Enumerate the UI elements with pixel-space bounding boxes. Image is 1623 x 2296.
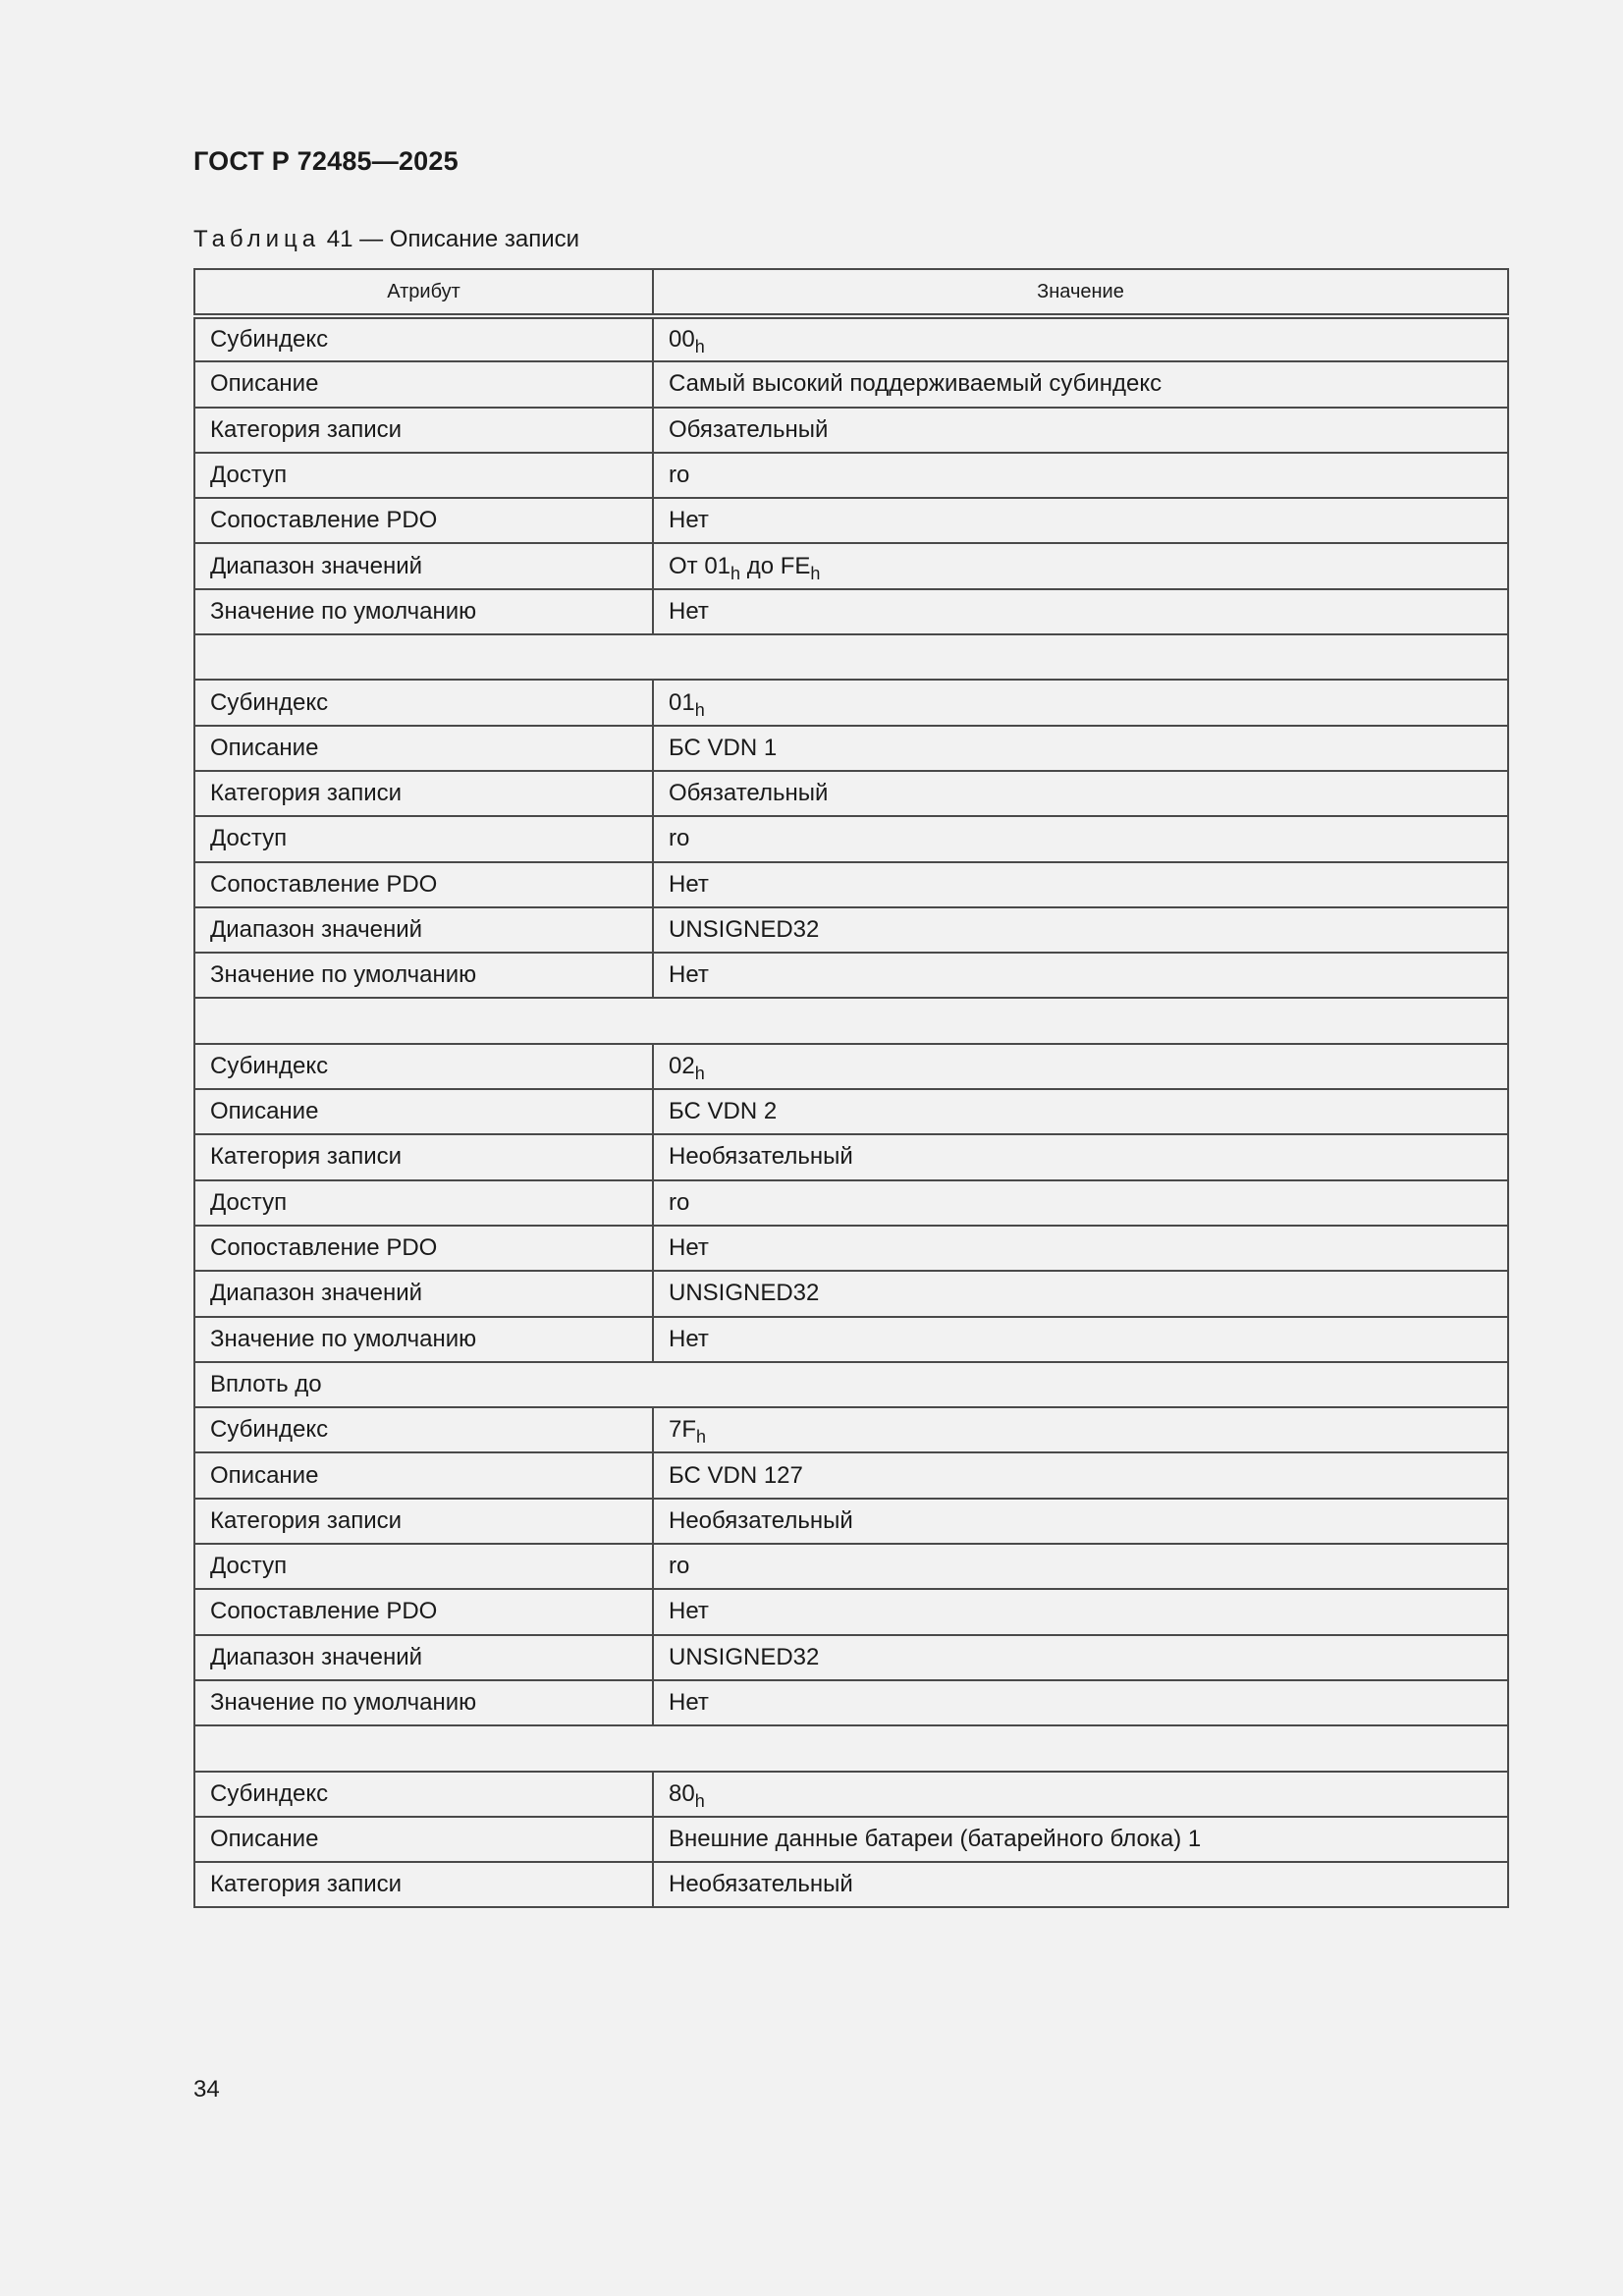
table-row: [194, 1635, 1508, 1680]
value-cell: [653, 1407, 1508, 1452]
attribute-cell: Описание: [194, 1089, 653, 1134]
table-row: [194, 589, 1508, 634]
value-cell: [653, 1134, 1508, 1179]
value-text: Нет: [669, 597, 709, 625]
value-text: БС VDN 127: [669, 1461, 803, 1489]
attribute-cell: Значение по умолчанию: [194, 1680, 653, 1725]
attribute-cell: Субиндекс: [194, 680, 653, 725]
attribute-cell: Доступ: [194, 453, 653, 498]
value-text: От 01: [669, 552, 731, 579]
table-row: [194, 1452, 1508, 1498]
table-row: [194, 1817, 1508, 1862]
value-text: UNSIGNED32: [669, 1280, 820, 1307]
table-caption-word: Таблица: [193, 226, 321, 252]
attribute-cell: Описание: [194, 1817, 653, 1862]
document-header: ГОСТ Р 72485—2025: [193, 146, 459, 176]
value-cell: [653, 1635, 1508, 1680]
table-row: [194, 816, 1508, 861]
value-text: Нет: [669, 870, 709, 898]
value-cell: [653, 771, 1508, 816]
table-body: [194, 316, 1508, 1907]
attribute-cell: Значение по умолчанию: [194, 589, 653, 634]
table-row: [194, 316, 1508, 361]
table-row: [194, 408, 1508, 453]
table-separator-row: [194, 634, 1508, 680]
value-subscript: h: [696, 1427, 707, 1448]
table-row: [194, 1680, 1508, 1725]
value-text: 7F: [669, 1416, 697, 1444]
attribute-cell: Категория записи: [194, 1134, 653, 1179]
value-subscript: h: [694, 1063, 705, 1083]
attribute-cell: Сопоставление PDO: [194, 1589, 653, 1634]
value-text: ro: [669, 462, 690, 489]
table-caption: [193, 226, 579, 253]
record-description-table: [193, 268, 1509, 1908]
table-caption-title: 41 — Описание записи: [320, 226, 580, 252]
value-text: Нет: [669, 1598, 709, 1625]
table-row: [194, 1226, 1508, 1271]
table-row: [194, 498, 1508, 543]
value-text: UNSIGNED32: [669, 916, 820, 943]
table-row: [194, 543, 1508, 588]
table-row: [194, 1134, 1508, 1179]
attribute-cell: Субиндекс: [194, 1772, 653, 1817]
value-cell: [653, 1180, 1508, 1226]
attribute-cell: Описание: [194, 361, 653, 407]
value-cell: [653, 1089, 1508, 1134]
table-separator-row: [194, 1725, 1508, 1771]
value-cell: [653, 862, 1508, 907]
table-row: [194, 361, 1508, 407]
attribute-cell: Категория записи: [194, 771, 653, 816]
table-row: [194, 680, 1508, 725]
value-cell: [653, 1772, 1508, 1817]
value-text: Внешние данные батареи (батарейного блока) 1: [669, 1825, 1202, 1852]
page-number: 34: [193, 2076, 220, 2103]
value-text: 01: [669, 688, 695, 716]
attribute-cell: Доступ: [194, 1180, 653, 1226]
attribute-cell: Описание: [194, 1452, 653, 1498]
value-text: 00: [669, 326, 695, 354]
attribute-cell: Субиндекс: [194, 1044, 653, 1089]
table-row: [194, 1499, 1508, 1544]
value-cell: [653, 953, 1508, 998]
value-cell: [653, 361, 1508, 407]
value-cell: [653, 1317, 1508, 1362]
attribute-cell: Категория записи: [194, 1499, 653, 1544]
value-cell: [653, 589, 1508, 634]
value-text: Нет: [669, 1234, 709, 1262]
table-header-row: [194, 269, 1508, 316]
value-text: Нет: [669, 1325, 709, 1352]
table-row: [194, 1271, 1508, 1316]
value-subscript: h: [694, 337, 705, 357]
value-text: до FE: [740, 552, 811, 579]
table-row: [194, 1089, 1508, 1134]
table-row: [194, 1317, 1508, 1362]
value-text: Нет: [669, 1689, 709, 1717]
table-row: [194, 907, 1508, 953]
value-cell: [653, 1452, 1508, 1498]
value-text: ro: [669, 825, 690, 852]
table-row: [194, 453, 1508, 498]
attribute-cell: Сопоставление PDO: [194, 862, 653, 907]
attribute-cell: Диапазон значений: [194, 543, 653, 588]
table-row: [194, 1589, 1508, 1634]
value-text: Обязательный: [669, 780, 829, 807]
value-cell: [653, 1817, 1508, 1862]
value-cell: [653, 1589, 1508, 1634]
separator-cell: [194, 998, 1508, 1043]
table-separator-row: [194, 1362, 1508, 1407]
table-row: [194, 726, 1508, 771]
value-text: БС VDN 2: [669, 1098, 778, 1125]
attribute-cell: Сопоставление PDO: [194, 1226, 653, 1271]
attribute-cell: Субиндекс: [194, 1407, 653, 1452]
value-cell: [653, 543, 1508, 588]
separator-cell: [194, 634, 1508, 680]
table-row: [194, 1407, 1508, 1452]
attribute-cell: Доступ: [194, 816, 653, 861]
attribute-cell: Значение по умолчанию: [194, 953, 653, 998]
attribute-cell: Значение по умолчанию: [194, 1317, 653, 1362]
attribute-cell: Субиндекс: [194, 316, 653, 361]
value-subscript: h: [810, 563, 821, 583]
table-row: [194, 1862, 1508, 1907]
value-cell: [653, 816, 1508, 861]
value-text: ro: [669, 1188, 690, 1216]
value-text: UNSIGNED32: [669, 1643, 820, 1670]
value-subscript: h: [694, 699, 705, 720]
value-cell: [653, 680, 1508, 725]
value-cell: [653, 1226, 1508, 1271]
table-row: [194, 1772, 1508, 1817]
table-row: [194, 1544, 1508, 1589]
value-cell: [653, 1680, 1508, 1725]
value-cell: [653, 1499, 1508, 1544]
table-row: [194, 953, 1508, 998]
separator-cell: [194, 1725, 1508, 1771]
separator-cell: Вплоть до: [194, 1362, 1508, 1407]
attribute-cell: Доступ: [194, 1544, 653, 1589]
attribute-cell: Диапазон значений: [194, 907, 653, 953]
value-cell: [653, 726, 1508, 771]
attribute-cell: Диапазон значений: [194, 1271, 653, 1316]
value-cell: [653, 408, 1508, 453]
value-text: БС VDN 1: [669, 734, 778, 761]
attribute-cell: Сопоставление PDO: [194, 498, 653, 543]
value-text: ro: [669, 1553, 690, 1580]
value-text: Нет: [669, 961, 709, 989]
table-separator-row: [194, 998, 1508, 1043]
attribute-cell: Категория записи: [194, 1862, 653, 1907]
value-text: Самый высокий поддерживаемый субиндекс: [669, 370, 1163, 398]
table-row: [194, 1180, 1508, 1226]
value-text: Нет: [669, 507, 709, 534]
value-cell: [653, 453, 1508, 498]
value-cell: [653, 1044, 1508, 1089]
table-row: [194, 771, 1508, 816]
value-text: Необязательный: [669, 1143, 853, 1171]
value-subscript: h: [730, 563, 741, 583]
value-text: Обязательный: [669, 415, 829, 443]
value-cell: [653, 907, 1508, 953]
value-text: 80: [669, 1779, 695, 1807]
attribute-cell: Категория записи: [194, 408, 653, 453]
table-row: [194, 1044, 1508, 1089]
value-text: Необязательный: [669, 1871, 853, 1898]
value-subscript: h: [694, 1790, 705, 1811]
value-cell: [653, 1271, 1508, 1316]
value-cell: [653, 316, 1508, 361]
value-cell: [653, 1862, 1508, 1907]
attribute-cell: Диапазон значений: [194, 1635, 653, 1680]
value-text: 02: [669, 1052, 695, 1079]
table-row: [194, 862, 1508, 907]
value-text: Необязательный: [669, 1506, 853, 1534]
column-header-attribute: Атрибут: [194, 269, 653, 316]
column-header-value: Значение: [653, 269, 1508, 316]
attribute-cell: Описание: [194, 726, 653, 771]
value-cell: [653, 1544, 1508, 1589]
value-cell: [653, 498, 1508, 543]
